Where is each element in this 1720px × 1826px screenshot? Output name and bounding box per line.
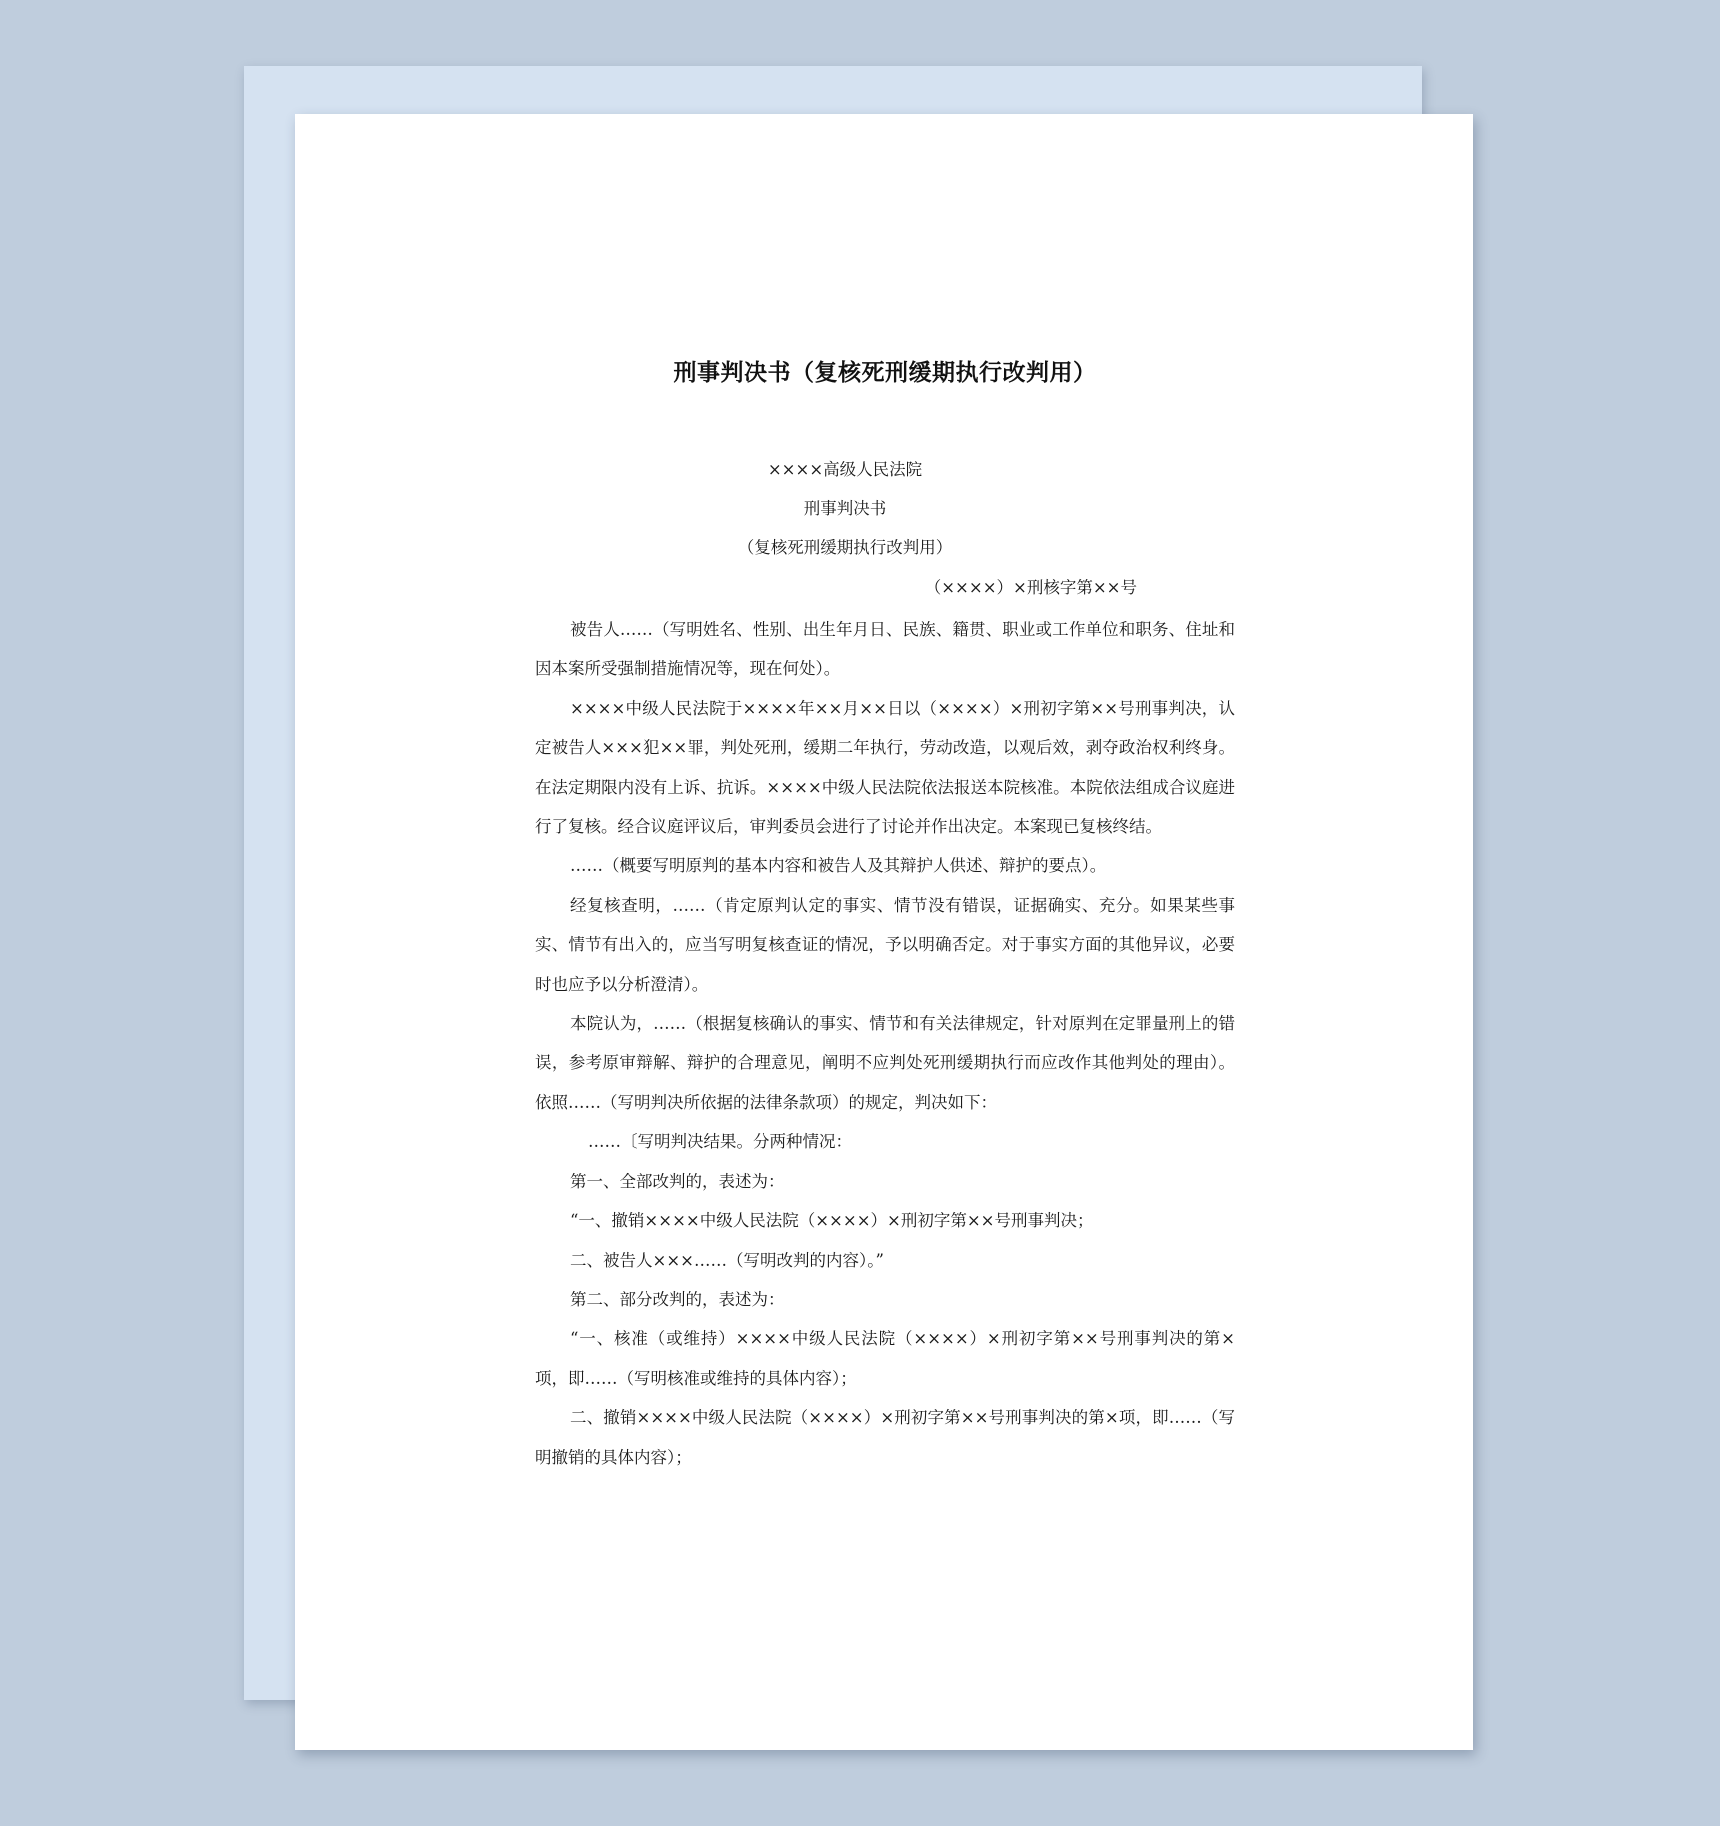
paragraph-defendant: 被告人……（写明姓名、性别、出生年月日、民族、籍贯、职业或工作单位和职务、住址和因本案所受强制措施情况等，现在何处）。 <box>535 620 1235 679</box>
document-title: 刑事判决书（复核死刑缓期执行改判用） <box>673 359 1097 386</box>
document-subtitle: （复核死刑缓期执行改判用） <box>737 538 953 557</box>
case-number: （××××）×刑核字第××号 <box>924 578 1137 597</box>
paragraph-case-two: 第二、部分改判的，表述为： <box>570 1289 785 1309</box>
court-name: ××××高级人民法院 <box>767 460 923 479</box>
paragraph-case-one-item-1: “一、撤销××××中级人民法院（××××）×刑初字第××号刑事判决； <box>570 1211 1094 1231</box>
front-page-sheet <box>295 114 1473 1750</box>
paragraph-case-two-item-1: “一、核准（或维持）××××中级人民法院（××××）×刑初字第××号刑事判决的第×项，即……（写明核准或维持的具体内容）； <box>535 1329 1235 1388</box>
document-type: 刑事判决书 <box>803 499 887 518</box>
document-body <box>535 610 1235 1477</box>
paragraph-original-judgment: ××××中级人民法院于××××年××月××日以（××××）×刑初字第××号刑事判决，认定被告人×××犯××罪，判处死刑，缓期二年执行，劳动改造，以观后效，剥夺政治权利终身。在法定期限内没有上诉、抗诉。××××中级人民法院依法报送本院核准。本院依法组成合议庭进行了复核。经合议庭评议后，审判委员会进行了讨论并作出决定。本案现已复核终结。 <box>535 698 1235 837</box>
paragraph-case-one: 第一、全部改判的，表述为： <box>570 1171 785 1191</box>
paragraph-case-one-item-2: 二、被告人×××……（写明改判的内容）。” <box>570 1250 884 1270</box>
paragraph-summary: ……（概要写明原判的基本内容和被告人及其辩护人供述、辩护的要点）。 <box>570 856 1107 876</box>
paragraph-case-two-item-2: 二、撤销××××中级人民法院（××××）×刑初字第××号刑事判决的第×项，即……（写明撤销的具体内容）； <box>535 1408 1235 1467</box>
paragraph-court-opinion: 本院认为，……（根据复核确认的事实、情节和有关法律规定，针对原判在定罪量刑上的错误，参考原审辩解、辩护的合理意见，阐明不应判处死刑缓期执行而应改作其他判处的理由）。依照……（写明判决所依据的法律条款项）的规定，判决如下： <box>535 1014 1235 1112</box>
paragraph-judgment-result: ……〔写明判决结果。分两种情况： <box>588 1132 852 1152</box>
paragraph-review-findings: 经复核查明，……（肯定原判认定的事实、情节没有错误，证据确实、充分。如果某些事实、情节有出入的，应当写明复核查证的情况，予以明确否定。对于事实方面的其他异议，必要时也应予以分析澄清）。 <box>535 895 1235 994</box>
